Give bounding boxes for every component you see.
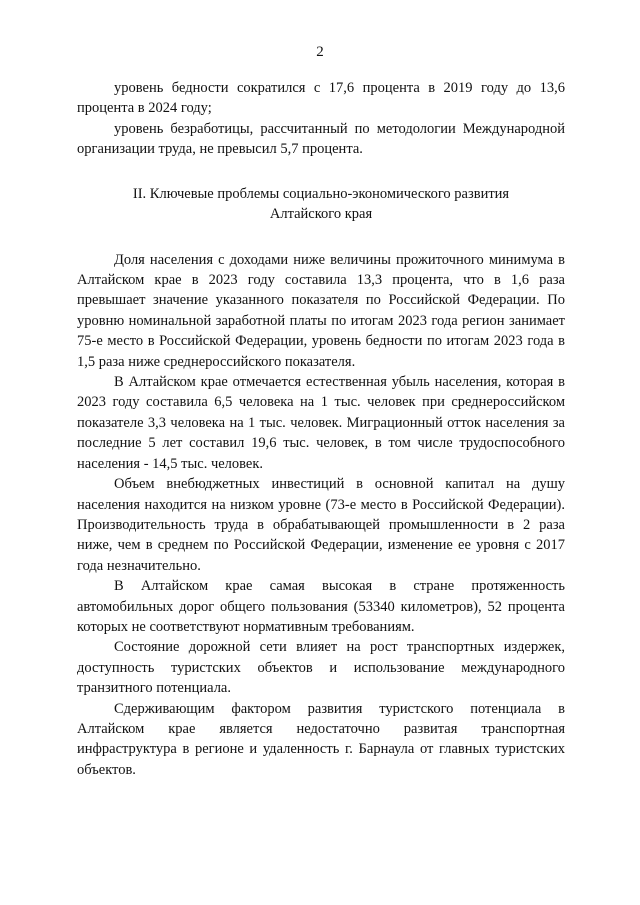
document-body xyxy=(77,78,565,780)
paragraph-investment: Объем внебюджетных инвестиций в основной капитал на душу населения находится на низком уровне (73-е место в Российской Федерации). Производительность труда в обрабатывающей промышленности в 2 раза ниже, чем в среднем по Российской Федерации, изменение ее уровня с 2017 года незначительно. xyxy=(77,476,565,574)
section-heading-line-2: Алтайского края xyxy=(269,205,373,222)
page-number: 2 xyxy=(316,44,324,60)
intro-item-poverty: уровень бедности сократился с 17,6 процента в 2019 году до 13,6 процента в 2024 году; xyxy=(77,80,565,117)
paragraph-roads: В Алтайском крае самая высокая в стране протяженность автомобильных дорог общего пользования (53340 километров), 52 процента которых не соответствуют нормативным требованиям. xyxy=(77,578,565,635)
paragraph-population: В Алтайском крае отмечается естественная убыль населения, которая в 2023 году составила 6,5 человека на 1 тыс. человек при среднероссийском показателе 3,3 человека на 1 тыс. человек. Миграционный отток населения за последние 5 лет составил 19,6 тыс. человек, в том числе трудоспособного населения - 14,5 тыс. человек. xyxy=(77,374,565,472)
section-heading xyxy=(77,184,565,224)
paragraph-income: Доля населения с доходами ниже величины прожиточного минимума в Алтайском крае в 2023 году составила 13,3 процента, что в 1,6 раза превышает значение указанного показателя по Российской Федерации. По уровню номинальной заработной платы по итогам 2023 года регион занимает 75-е место в Российской Федерации, уровень бедности по итогам 2023 года в 1,5 раза ниже среднероссийского показателя. xyxy=(77,251,565,370)
paragraph-tourism: Сдерживающим фактором развития туристского потенциала в Алтайском крае является недостаточно развитая транспортная инфраструктура в регионе и удаленность г. Барнаула от главных туристских объектов. xyxy=(77,700,565,778)
section-heading-line-1: II. Ключевые проблемы социально-экономического развития xyxy=(132,185,510,202)
paragraph-road-network: Состояние дорожной сети влияет на рост транспортных издержек, доступность туристских объектов и использование международного транзитного потенциала. xyxy=(77,639,565,697)
intro-item-unemployment: уровень безработицы, рассчитанный по методологии Международной организации труда, не превысил 5,7 процента. xyxy=(77,120,565,158)
